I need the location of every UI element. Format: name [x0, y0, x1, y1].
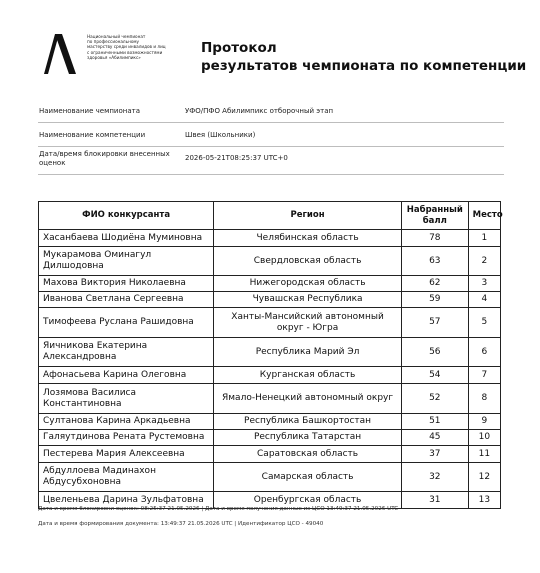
org-line: Национальный чемпионат	[87, 34, 146, 39]
participant-score: 51	[401, 414, 468, 430]
participant-score: 32	[401, 463, 468, 492]
participant-place: 6	[468, 338, 500, 367]
header-region: Регион	[214, 202, 402, 230]
table-row	[39, 384, 501, 414]
championship-value: УФО/ПФО Абилимпикс отборочный этап	[185, 107, 334, 115]
header-score	[401, 202, 468, 230]
participant-name: Хасанбаева Шодиёна Муминовна	[39, 230, 214, 247]
participant-region: Чувашская Республика	[214, 292, 402, 308]
participant-region: Республика Татарстан	[214, 430, 402, 446]
participant-region: Оренбургская область	[214, 492, 402, 509]
competence-value: Швея (Школьники)	[185, 130, 256, 139]
participant-name: Иванова Светлана Сергеевна	[39, 292, 214, 308]
participant-score: 63	[401, 247, 468, 276]
table-row	[39, 338, 501, 367]
table-row	[39, 463, 501, 492]
table-header-row	[39, 202, 501, 230]
abilympics-logo	[40, 34, 84, 74]
participant-region: Самарская область	[214, 463, 402, 492]
participant-place: 2	[468, 247, 500, 276]
table-row	[39, 230, 501, 247]
participant-place: 12	[468, 463, 500, 492]
footer-generation-info: Дата и время формирования документа: 13:49:37 21.05.2026 UTC | Идентификатор ЦСО - 49040	[38, 521, 324, 527]
participant-name: Султанова Карина Аркадьевна	[39, 414, 214, 430]
results-table	[38, 201, 501, 509]
lock-label-line-1: Дата/время блокировки внесенных	[39, 150, 170, 158]
org-line: по профессиональному	[87, 39, 140, 45]
lock-time-value: 2026-05-21T08:25:37 UTC+0	[185, 154, 288, 162]
participant-score: 56	[401, 338, 468, 367]
participant-place: 8	[468, 384, 500, 414]
meta-row-lock-time	[38, 147, 504, 175]
participant-name: Яичникова Екатерина Александровна	[39, 338, 214, 367]
participant-place: 3	[468, 276, 500, 292]
table-row	[39, 292, 501, 308]
participant-score: 57	[401, 308, 468, 338]
participant-region: Ямало-Ненецкий автономный округ	[214, 384, 402, 414]
participant-score: 52	[401, 384, 468, 414]
table-row	[39, 247, 501, 276]
table-row	[39, 276, 501, 292]
footer-lock-info: Дата и время блокировки оценок: 08:25:37 21.05.2026 | Дата и время получения данных из ЦСО 13:49:37 21.05.2026 UTC	[38, 506, 399, 512]
participant-region: Свердловская область	[214, 247, 402, 276]
meta-row-championship	[38, 100, 504, 123]
participant-score: 31	[401, 492, 468, 509]
championship-label: Наименование чемпионата	[39, 107, 140, 115]
participant-score: 78	[401, 230, 468, 247]
participant-name: Абдуллоева Мадинахон Абдусубхоновна	[39, 463, 214, 492]
table-row	[39, 430, 501, 446]
meta-row-competence	[38, 123, 504, 147]
participant-name: Лозямова Василиса Константиновна	[39, 384, 214, 414]
participant-name: Галяутдинова Рената Рустемовна	[39, 430, 214, 446]
participant-place: 13	[468, 492, 500, 509]
participant-region: Челябинская область	[214, 230, 402, 247]
participant-name: Пестерева Мария Алексеевна	[39, 446, 214, 463]
document-title	[201, 39, 526, 75]
participant-score: 54	[401, 367, 468, 384]
participant-region: Саратовская область	[214, 446, 402, 463]
participant-place: 9	[468, 414, 500, 430]
meta-info	[38, 100, 504, 175]
lock-time-label	[38, 147, 185, 174]
organization-name	[87, 34, 192, 60]
participant-region: Нижегородская область	[214, 276, 402, 292]
participant-score: 37	[401, 446, 468, 463]
competence-label: Наименование компетенции	[39, 130, 146, 139]
participant-name: Махова Виктория Николаевна	[39, 276, 214, 292]
title-line-2: результатов чемпионата по компетенции	[201, 58, 527, 74]
participant-name: Цвеленьева Дарина Зульфатовна	[39, 492, 214, 509]
participant-score: 59	[401, 292, 468, 308]
participant-score: 45	[401, 430, 468, 446]
header-score-line-1: Набранный	[406, 204, 463, 215]
participant-region: Курганская область	[214, 367, 402, 384]
table-row	[39, 367, 501, 384]
lock-label-line-2: оценок	[39, 159, 66, 167]
participant-name: Тимофеева Руслана Рашидовна	[39, 308, 214, 338]
participant-place: 7	[468, 367, 500, 384]
title-line-1: Протокол	[201, 40, 277, 56]
participant-place: 1	[468, 230, 500, 247]
participant-region: Республика Марий Эл	[214, 338, 402, 367]
participant-place: 11	[468, 446, 500, 463]
org-line: с ограниченными возможностями	[87, 49, 163, 55]
participant-place: 5	[468, 308, 500, 338]
participant-place: 10	[468, 430, 500, 446]
header-name: ФИО конкурсанта	[39, 202, 214, 230]
header-score-line-2: балл	[422, 215, 447, 226]
participant-place: 4	[468, 292, 500, 308]
participant-region: Ханты-Мансийский автономный округ - Югра	[214, 308, 402, 338]
org-line: мастерству среди инвалидов и лиц	[87, 44, 166, 50]
table-row	[39, 414, 501, 430]
participant-name: Афонасьева Карина Олеговна	[39, 367, 214, 384]
participant-score: 62	[401, 276, 468, 292]
table-row	[39, 446, 501, 463]
header-place: Место	[468, 202, 500, 230]
org-line: здоровья «Абилимпикс»	[87, 54, 141, 60]
participant-name: Мукарамова Оминагул Дилшодовна	[39, 247, 214, 276]
table-row	[39, 308, 501, 338]
participant-region: Республика Башкортостан	[214, 414, 402, 430]
